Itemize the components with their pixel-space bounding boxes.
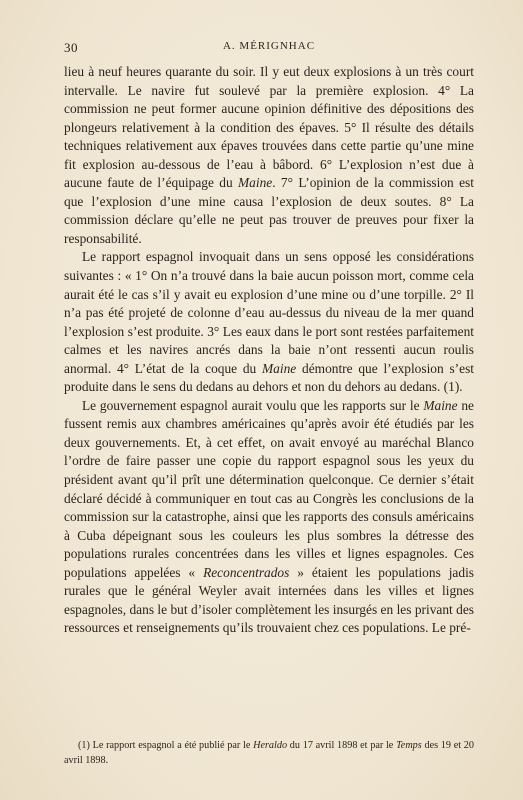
paragraph-1 bbox=[64, 63, 474, 248]
paragraph-3 bbox=[64, 397, 474, 638]
running-head: A. MÉRIGNHAC bbox=[222, 40, 316, 52]
footnote-middle: du 17 avril 1898 et par le bbox=[287, 740, 397, 751]
footnote-before: (1) Le rapport espagnol a été publié par le bbox=[78, 740, 254, 751]
paragraph-3-middle: ne fussent remis aux chambres américaines qu’après avoir été étudiés par les deux gouvernements. Et, à cet effet, on avait envoyé au maréchal Blanco l’ordre de faire passer une copie du rapport espagnol sous les yeux du président avant qu’il prît une détermination quelconque. Ce dernier s’était déclaré décidé à communiquer en tout cas au Congrès les conclusions de la commission sur la catastrophe, ainsi que les rapports des consuls américains à Cuba dépeignant sous les couleurs les plus sombres la détresse des populations rurales concentrées dans les villes et lignes espagnoles. Ces populations appelées « bbox=[64, 397, 474, 580]
body-text bbox=[64, 63, 474, 638]
paragraph-2-rest: démontre que l’explosion s’est produite dans le sens du dedans au dehors et non du dehors au dedans. (1). bbox=[64, 360, 475, 395]
footnote bbox=[64, 739, 474, 768]
paragraph-1-rest: . 7° L’opinion de la commission est que l’explosion d’une mine causa l’explosion de deux soutes. 8° La commission déclare qu’elle ne peut pas trouver de preuves pour fixer la responsabilité. bbox=[64, 175, 474, 246]
paragraph-3-rest: » étaient les populations jadis rurales que le général Weyler avait internées dans les villes et lignes espagnoles, dans le but d’isoler complètement les insurgés en les privant des ressources et renseignements qu’ils trouvaient chez ces populations. Le pré- bbox=[64, 564, 474, 636]
footnote-after: des 19 et 20 avril 1898. bbox=[64, 740, 474, 766]
page-number: 30 bbox=[64, 40, 78, 55]
footnote-text bbox=[64, 739, 474, 768]
paragraph-2-text: Le rapport espagnol invoquait dans un sens opposé les considérations suivantes : « 1° On n’a trouvé dans la baie aucun poisson mort, comme cela aurait été le cas s’il y avait eu explosion d’une mine ou d’une torpille. 2° Il n’a pas été projeté de colonne d’eau au-dessus du niveau de la mer quand l’explosion s’est produite. 3° Les eaux dans le port sont restées parfaitement calmes et les navires ancrés dans la baie n’ont ressenti aucun roulis anormal. 4° L’état de la coque du bbox=[64, 249, 474, 376]
paragraph-2-italic: Maine bbox=[262, 360, 297, 376]
paragraph-3-italic-2: Reconcentrados bbox=[203, 564, 290, 580]
footnote-italic-2: Temps bbox=[396, 740, 422, 751]
paragraph-1-text: lieu à neuf heures quarante du soir. Il y eut deux explosions à un très court intervalle. Le navire fut soulevé par la première explosion. 4° La commission ne peut former aucune opinion définitive des dépositions des plongeurs relativement à la condition des épaves. 5° Il résulte des détails techniques relativement aux épaves trouvées dans cette partie qu’une mine fit explosion au-dessous de l’eau à bâbord. 6° L’explosion n’est due à aucune faute de l’équipage du bbox=[64, 64, 474, 191]
paragraph-2 bbox=[64, 248, 474, 396]
footnote-italic-1: Heraldo bbox=[253, 740, 288, 751]
paragraph-3-italic-1: Maine bbox=[423, 397, 458, 413]
paragraph-3-text: Le gouvernement espagnol aurait voulu que les rapports sur le bbox=[82, 397, 424, 413]
page-header bbox=[64, 40, 474, 56]
paragraph-1-italic: Maine bbox=[238, 175, 273, 191]
